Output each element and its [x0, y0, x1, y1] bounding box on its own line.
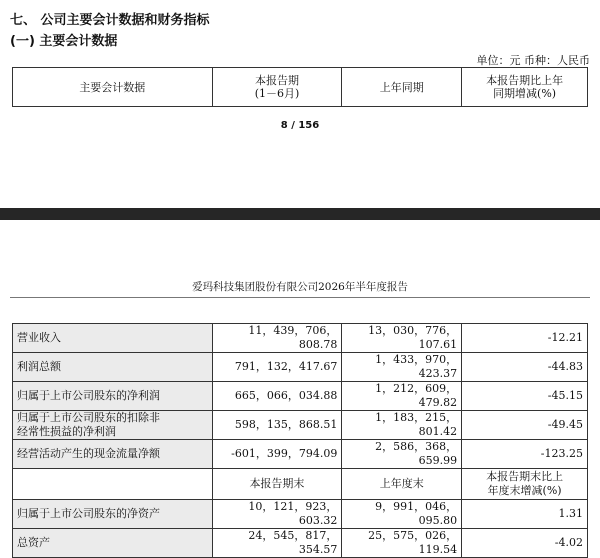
- table-row: [13, 440, 588, 469]
- report-title: 爱玛科技集团股份有限公司2026年半年度报告: [192, 281, 408, 293]
- prior-value: 9，991，046，095.80: [342, 500, 462, 529]
- page-number: 8 / 156: [280, 120, 320, 131]
- table-row: [13, 382, 588, 411]
- table-row: [13, 529, 588, 558]
- row-label: 经营活动产生的现金流量净额: [13, 440, 213, 469]
- current-value: 665，066，034.88: [212, 382, 342, 411]
- change-value: -45.15: [462, 382, 588, 411]
- current-value: -601，399，794.09: [212, 440, 342, 469]
- prior-value: 1，433，970，423.37: [342, 353, 462, 382]
- row-label: 营业收入: [13, 324, 213, 353]
- current-value: 10，121，923，603.32: [212, 500, 342, 529]
- change-value: -49.45: [462, 411, 588, 440]
- subheader-period-end: 本报告期末: [212, 469, 342, 500]
- change-value: -123.25: [462, 440, 588, 469]
- row-label: 利润总额: [13, 353, 213, 382]
- change-value: -12.21: [462, 324, 588, 353]
- table-subheader-row: [13, 469, 588, 500]
- current-value: 791，132，417.67: [212, 353, 342, 382]
- row-label: 总资产: [13, 529, 213, 558]
- current-value: 598，135，868.51: [212, 411, 342, 440]
- table-row: [13, 411, 588, 440]
- header-rule: [10, 297, 590, 298]
- subheader-change: 本报告期末比上 年度末增减(%): [462, 469, 588, 500]
- current-value: 24，545，817，354.57: [212, 529, 342, 558]
- table-row: [13, 353, 588, 382]
- change-value: 1.31: [462, 500, 588, 529]
- table-row: [13, 324, 588, 353]
- table-row: [13, 500, 588, 529]
- subheader-empty-cell: [13, 469, 213, 500]
- row-label: 归属于上市公司股东的扣除非 经常性损益的净利润: [13, 411, 213, 440]
- top-table-header: [12, 67, 588, 107]
- prior-value: 13，030，776，107.61: [342, 324, 462, 353]
- subsection-title: (一) 主要会计数据: [10, 34, 118, 49]
- change-value: -4.02: [462, 529, 588, 558]
- subheader-prior-year-end: 上年度末: [342, 469, 462, 500]
- current-value: 11，439，706，808.78: [212, 324, 342, 353]
- prior-value: 1，212，609，479.82: [342, 382, 462, 411]
- header-cell-main-data: 主要会计数据: [13, 68, 213, 107]
- change-value: -44.83: [462, 353, 588, 382]
- row-label: 归属于上市公司股东的净资产: [13, 500, 213, 529]
- prior-value: 1，183，215，801.42: [342, 411, 462, 440]
- header-cell-change: 本报告期比上年 同期增减(%): [462, 68, 588, 107]
- section-title: 七、 公司主要会计数据和财务指标: [10, 13, 210, 28]
- header-cell-current-period: 本报告期 (1－6月): [212, 68, 342, 107]
- prior-value: 2，586，368，659.99: [342, 440, 462, 469]
- page-break-band: [0, 208, 600, 220]
- header-cell-prior-period: 上年同期: [342, 68, 462, 107]
- prior-value: 25，575，026，119.54: [342, 529, 462, 558]
- row-label: 归属于上市公司股东的净利润: [13, 382, 213, 411]
- unit-line: 单位：元 币种：人民币: [476, 54, 590, 67]
